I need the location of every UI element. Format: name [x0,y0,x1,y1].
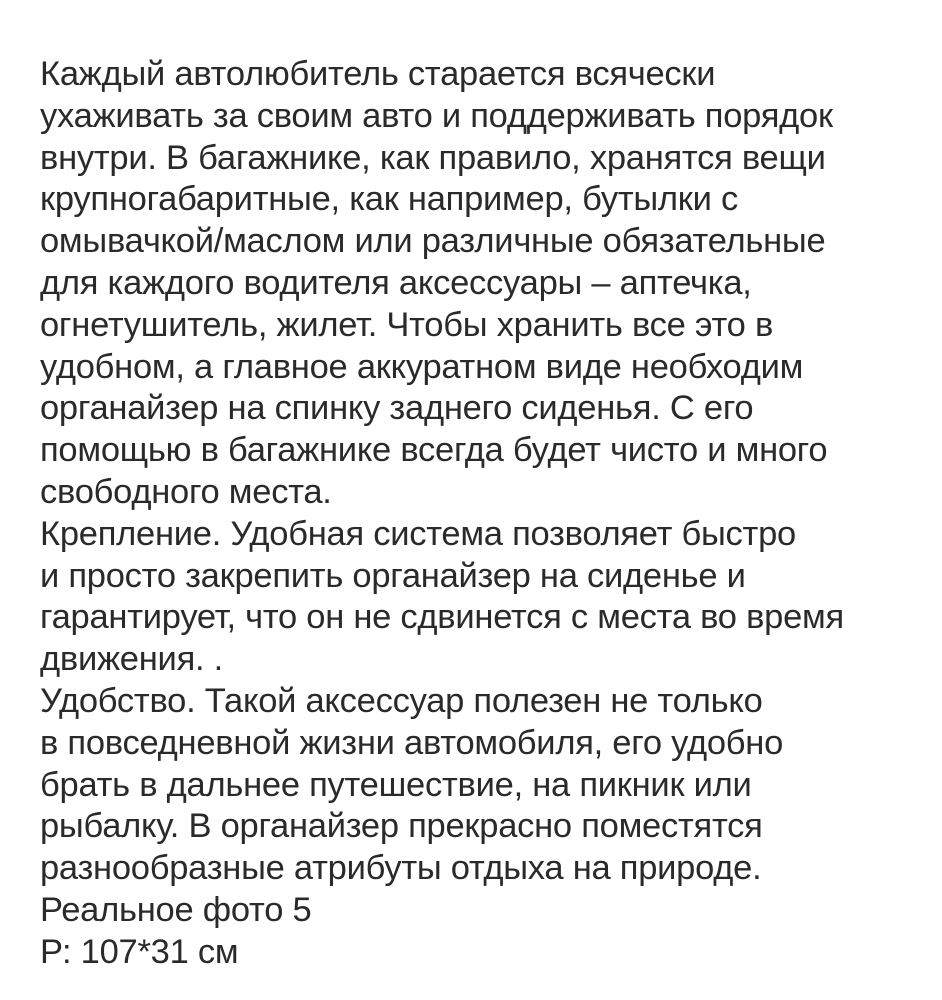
description-line: Крепление. Удобная система позволяет быстро [40,514,796,553]
description-line: свободного места. [40,472,332,511]
description-line: движения. . [40,640,224,679]
product-description [40,54,920,974]
description-line: омывачкой/маслом или различные обязательные [40,222,826,261]
description-line: ухаживать за своим авто и поддерживать порядок [40,96,833,135]
description-line: органайзер на спинку заднего сиденья. С его [40,389,754,428]
description-line: для каждого водителя аксессуары – аптечка, [40,263,752,302]
real-photo-count: Реальное фото 5 [40,890,312,929]
description-line: внутри. В багажнике, как правило, хранятся вещи [40,138,826,177]
description-line: разнообразные атрибуты отдыха на природе. [40,849,762,888]
description-line: в повседневной жизни автомобиля, его удобно [40,723,784,762]
description-line: рыбалку. В органайзер прекрасно поместятся [40,807,763,846]
description-line: помощью в багажнике всегда будет чисто и много [40,431,828,470]
description-line: и просто закрепить органайзер на сиденье и [40,556,746,595]
description-line: гарантирует, что он не сдвинется с места во время [40,598,844,637]
description-line: крупногабаритные, как например, бутылки с [40,180,738,219]
size-spec: Р: 107*31 см [40,932,239,971]
description-line: Каждый автолюбитель старается всячески [40,55,716,93]
description-line: огнетушитель, жилет. Чтобы хранить все это в [40,305,774,344]
description-line: удобном, а главное аккуратном виде необходим [40,347,804,386]
description-line: брать в дальнее путешествие, на пикник или [40,765,752,804]
description-line: Удобство. Такой аксессуар полезен не только [40,681,763,720]
